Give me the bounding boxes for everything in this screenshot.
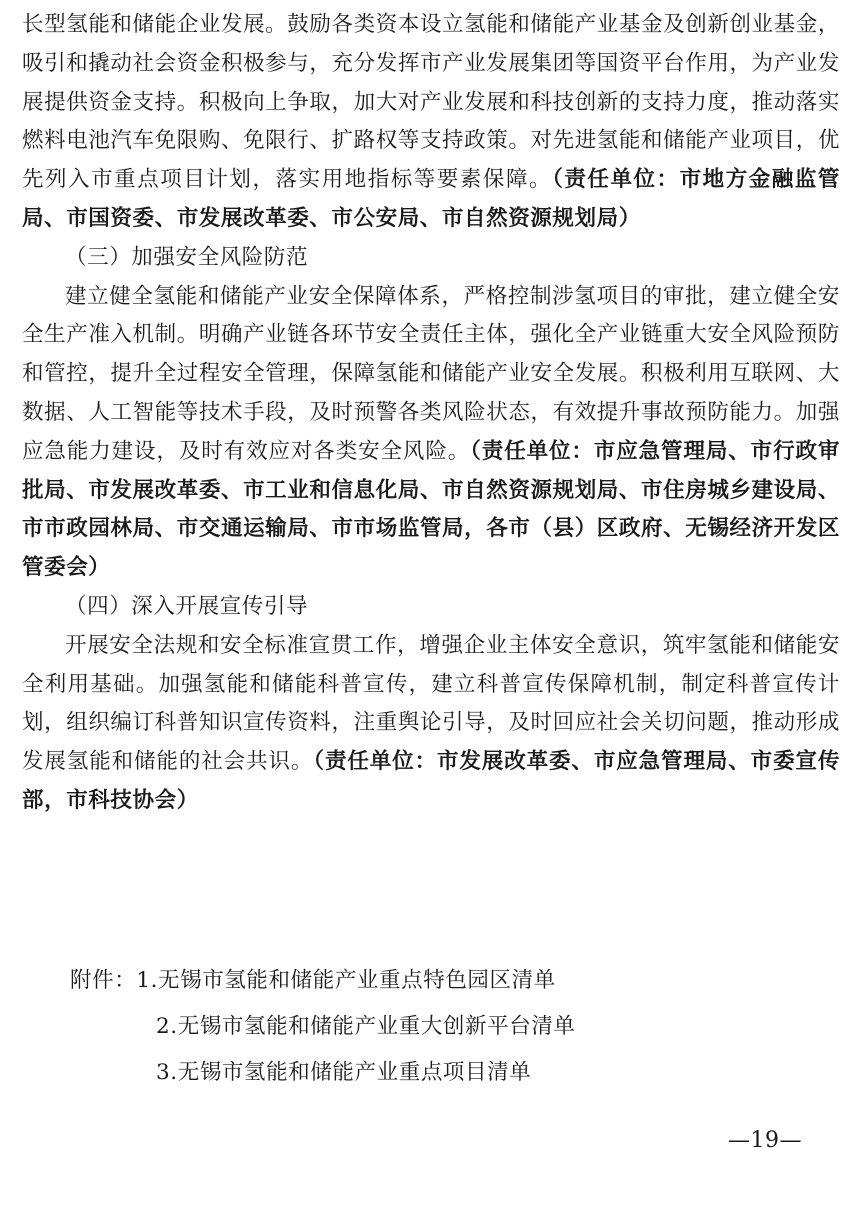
paragraph-text: 开展安全法规和安全标准宣贯工作，增强企业主体安全意识，筑牢氢能和储能安全利用基础。加强氢能和储能科普宣传，建立科普宣传保障机制，制定科普宣传计划，组织编订科普知识宣传资料，注重舆论引导，及时回应社会关切问题，推动形成发展氢能和储能的社会共识。 xyxy=(22,632,840,775)
responsibility-units: （责任单位：市应急管理局、市行政审批局、市发展改革委、市工业和信息化局、市自然资源规划局、市住房城乡建设局、市市政园林局、市交通运输局、市市场监管局，各市（县）区政府、无锡经济开发区管委会） xyxy=(22,438,840,581)
page-number: —19— xyxy=(728,1128,802,1153)
attachment-row xyxy=(70,1004,840,1050)
attachment-item: 1.无锡市氢能和储能产业重点特色园区清单 xyxy=(136,968,556,993)
attachments-label: 附件： xyxy=(70,968,137,993)
document-body xyxy=(22,6,840,821)
paragraph-safety xyxy=(22,278,840,588)
attachment-item: 2.无锡市氢能和储能产业重大创新平台清单 xyxy=(156,1014,576,1039)
attachment-row xyxy=(70,1050,840,1096)
responsibility-units: （责任单位：市地方金融监管局、市国资委、市发展改革委、市公安局、市自然资源规划局） xyxy=(22,167,840,231)
paragraph-funding xyxy=(22,6,840,239)
responsibility-units: （责任单位：市发展改革委、市应急管理局、市委宣传部，市科技协会） xyxy=(22,749,840,813)
paragraph-publicity xyxy=(22,627,840,821)
section-heading-safety: （三）加强安全风险防范 xyxy=(65,244,309,270)
section-heading-publicity: （四）深入开展宣传引导 xyxy=(65,593,309,619)
attachment-item: 3.无锡市氢能和储能产业重点项目清单 xyxy=(156,1060,532,1085)
paragraph-text: 建立健全氢能和储能产业安全保障体系，严格控制涉氢项目的审批，建立健全安全生产准入机制。明确产业链各环节安全责任主体，强化全产业链重大安全风险预防和管控，提升全过程安全管理，保障氢能和储能产业安全发展。积极利用互联网、大数据、人工智能等技术手段，及时预警各类风险状态，有效提升事故预防能力。加强应急能力建设，及时有效应对各类安全风险。 xyxy=(22,283,840,464)
attachments-list xyxy=(70,958,840,1096)
document-page xyxy=(22,0,840,1216)
paragraph-text: 长型氢能和储能企业发展。鼓励各类资本设立氢能和储能产业基金及创新创业基金，吸引和撬动社会资金积极参与，充分发挥市产业发展集团等国资平台作用，为产业发展提供资金支持。积极向上争取，加大对产业发展和科技创新的支持力度，推动落实燃料电池汽车免限购、免限行、扩路权等支持政策。对先进氢能和储能产业项目，优先列入市重点项目计划，落实用地指标等要素保障。 xyxy=(22,12,840,193)
attachment-row xyxy=(70,958,840,1004)
